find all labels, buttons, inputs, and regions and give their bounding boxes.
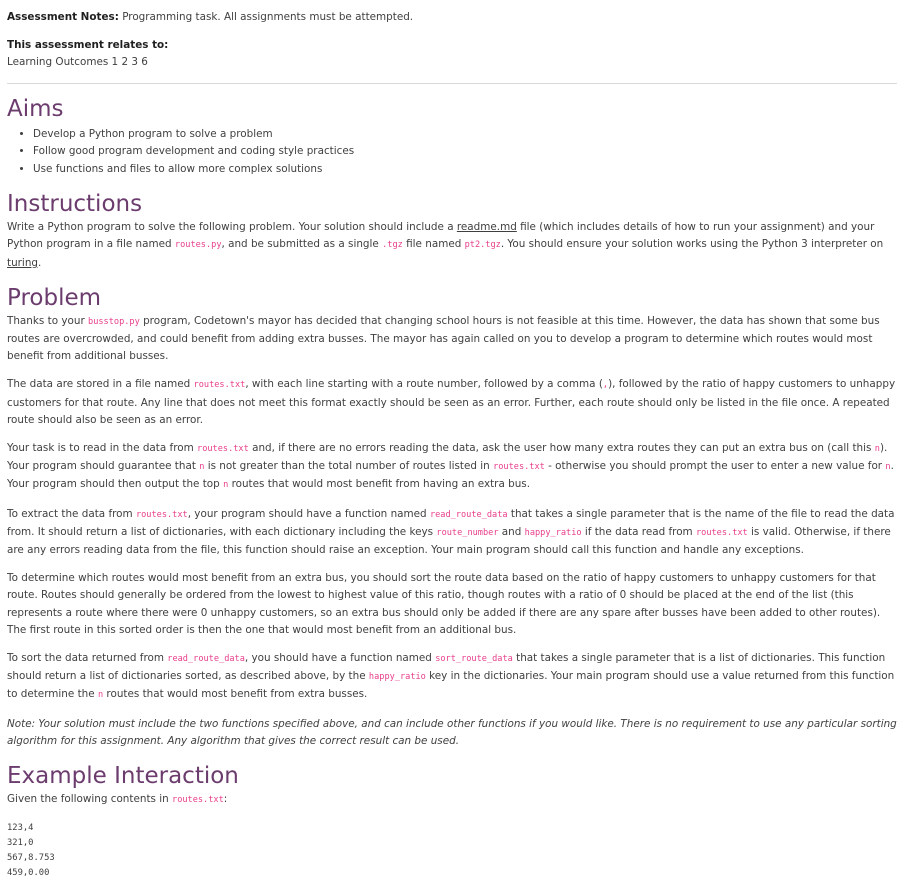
divider (7, 83, 897, 84)
problem-paragraph-6: To sort the data returned from read_route_data, you should have a function named sort_route_data that takes a single parameter that is a list of dictionaries. This function should return a list of dictionaries sorted, as described above, by the happy_ratio key in the dictionaries. Your main program should use a value returned from this function to determine the n routes that would most benefit from extra busses. (7, 652, 895, 701)
example-section (7, 761, 897, 881)
file-line: 123,4 (7, 823, 34, 834)
aims-item: • Use functions and files to allow more complex solutions (33, 161, 897, 178)
example-intro: Given the following contents in routes.txt: (7, 793, 228, 806)
assessment-notes-text: Programming task. All assignments must be attempted. (122, 11, 414, 23)
instructions-section (7, 189, 897, 272)
inline-code: pt2.tgz (464, 240, 501, 251)
assessment-notes-label: Assessment Notes: (7, 11, 119, 23)
instructions-paragraph: Write a Python program to solve the following problem. Your solution should include a readme.md file (which includes details of how to run your assignment) and your Python program in a file named routes.py, and be submitted as a single .tgz file named pt2.tgz. You should ensure your solution works using the Python 3 interpreter on turing. (7, 221, 884, 269)
routes-file-contents (7, 821, 897, 881)
problem-section (7, 283, 897, 750)
assessment-relates (7, 38, 897, 69)
inline-code: routes.txt (493, 462, 545, 473)
learning-outcomes: Learning Outcomes 1 2 3 6 (7, 56, 148, 68)
aims-item: • Follow good program development and coding style practices (33, 143, 897, 160)
inline-code: routes.py (174, 240, 222, 251)
inline-code: routes.txt (172, 795, 224, 806)
problem-paragraph-3: Your task is to read in the data from routes.txt and, if there are no errors reading the data, ask the user how many extra routes they can put an extra bus on (call this n). Your program should guarantee that n is not greater than the total number of routes listed in routes.txt - otherwise you should prompt the user to enter a new value for n. Your program should then output the top n routes that would most benefit from having an extra bus. (7, 442, 894, 491)
inline-code: routes.txt (695, 527, 748, 538)
problem-note: Note: Your solution must include the two functions specified above, and can include other functions if you would like. There is no requirement to use any particular sorting algorithm for this assignment. Any algorithm that gives the correct result can be used. (7, 717, 897, 747)
aims-item: • Develop a Python program to solve a problem (33, 126, 897, 143)
readme-link[interactable]: readme.md (456, 221, 517, 234)
inline-code: routes.txt (135, 509, 188, 520)
file-line: 567,8.753 (7, 853, 55, 864)
file-line: 321,0 (7, 838, 34, 849)
inline-code: n (223, 480, 229, 491)
example-heading: Example Interaction (7, 763, 239, 790)
inline-code: n (885, 462, 891, 473)
problem-paragraph-2: The data are stored in a file named routes.txt, with each line starting with a route number, followed by a comma (,), followed by the ratio of happy customers to unhappy customers for that route. Any line that does not meet this format exactly should be seen as an error. Further, each route should only be listed in the file once. A repeated route should also be seen as an error. (7, 378, 896, 426)
assessment-notes (7, 10, 897, 24)
inline-code: sort_route_data (435, 654, 513, 665)
inline-code: routes.txt (193, 380, 246, 391)
inline-code: n (97, 690, 104, 701)
problem-paragraph-1: Thanks to your busstop.py program, Codetown's mayor has decided that changing school hours is not feasible at this time. However, the data has shown that some bus routes are overcrowded, and could benefit from adding extra busses. The mayor has again called on you to develop a program to determine which routes would most benefit from additional busses. (7, 314, 880, 363)
aims-section (7, 94, 897, 178)
file-line: 459,0.00 (7, 868, 50, 879)
inline-code: happy_ratio (368, 672, 426, 683)
instructions-heading: Instructions (7, 191, 143, 218)
problem-paragraph-5: To determine which routes would most benefit from an extra bus, you should sort the route data based on the ratio of happy customers to unhappy customers for that route. Routes should generally be ordered from the lowest to highest value of this ratio, though routes with a ratio of 0 should be placed at the end of the list (this represents a route where there were 0 unhappy customers, so an extra bus should only be added if there are any spare after busses have been added to other routes). The first route in this sorted order is then the one that would most benefit from an additional bus. (7, 572, 881, 636)
inline-code: read_route_data (167, 654, 245, 665)
inline-code: , (602, 380, 609, 391)
inline-code: n (874, 444, 880, 455)
turing-link[interactable]: turing (7, 256, 38, 269)
inline-code: read_route_data (429, 509, 508, 520)
inline-code: routes.txt (197, 444, 249, 455)
inline-code: busstop.py (88, 316, 140, 327)
problem-heading: Problem (7, 284, 102, 311)
inline-code: happy_ratio (524, 527, 582, 538)
relates-label: This assessment relates to: (7, 39, 169, 51)
inline-code: n (199, 462, 205, 473)
inline-code: .tgz (382, 240, 403, 251)
inline-code: route_number (436, 527, 499, 538)
aims-heading: Aims (7, 96, 64, 122)
problem-paragraph-4: To extract the data from routes.txt, your program should have a function named read_route_data that takes a single parameter that is the name of the file to read the data from. It should return a list of dictionaries, with each dictionary including the keys route_number and happy_ratio if the data read from routes.txt is valid. Otherwise, if there are any errors reading data from the file, this function should raise an exception. Your main program should call this function and handle any exceptions. (7, 507, 895, 557)
aims-list (7, 126, 897, 178)
